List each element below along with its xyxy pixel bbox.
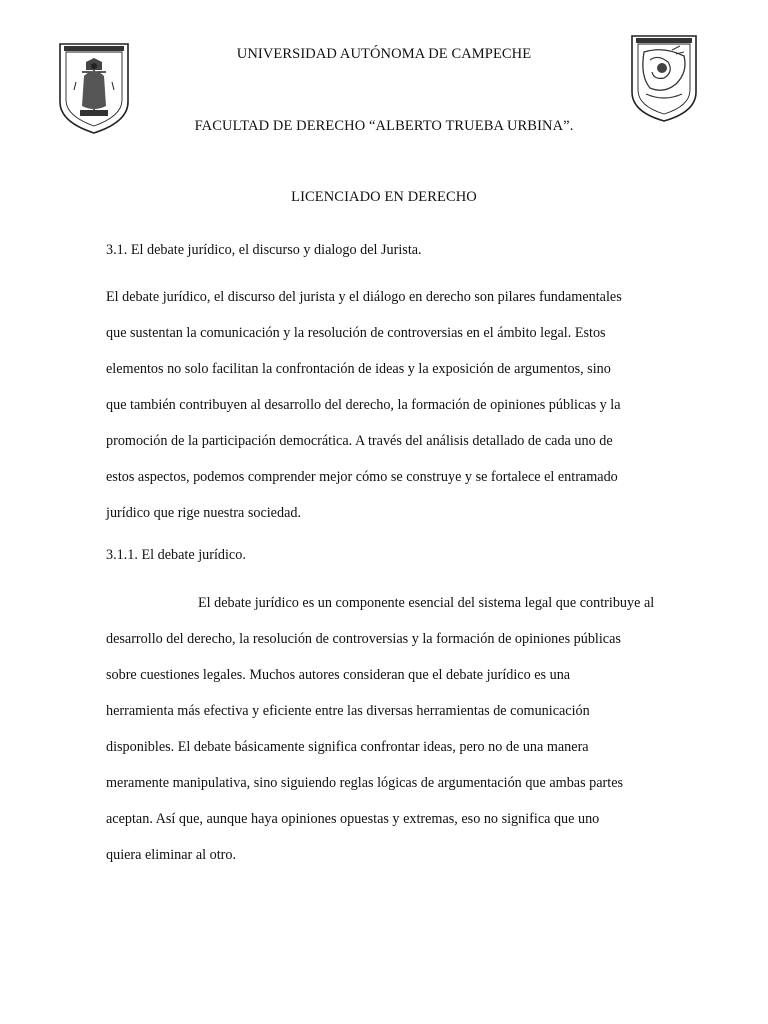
section-heading-3-1-1: 3.1.1. El debate jurídico. xyxy=(106,547,246,563)
degree-title: LICENCIADO EN DERECHO xyxy=(291,189,477,205)
paragraph-line: promoción de la participación democrática. A través del análisis detallado de cada uno de xyxy=(106,433,613,449)
university-name: UNIVERSIDAD AUTÓNOMA DE CAMPECHE xyxy=(236,46,532,62)
paragraph-debate-intro xyxy=(106,279,661,531)
paragraph-line: aceptan. Así que, aunque haya opiniones opuestas y extremas, eso no significa que uno xyxy=(106,811,600,827)
paragraph-debate-juridico xyxy=(106,585,661,873)
faculty-name: FACULTAD DE DERECHO “ALBERTO TRUEBA URBINA”. xyxy=(194,118,574,134)
paragraph-line: meramente manipulativa, sino siguiendo reglas lógicas de argumentación que ambas partes xyxy=(106,775,624,791)
paragraph-line: herramienta más efectiva y eficiente entre las diversas herramientas de comunicación xyxy=(106,703,590,719)
paragraph-line: elementos no solo facilitan la confrontación de ideas y la exposición de argumentos, sino xyxy=(106,361,611,377)
paragraph-line: que sustentan la comunicación y la resolución de controversias en el ámbito legal. Estos xyxy=(106,325,606,341)
section-heading-3-1: 3.1. El debate jurídico, el discurso y dialogo del Jurista. xyxy=(106,242,422,258)
paragraph-line: estos aspectos, podemos comprender mejor cómo se construye y se fortalece el entramado xyxy=(106,469,618,485)
paragraph-line: sobre cuestiones legales. Muchos autores consideran que el debate jurídico es una xyxy=(106,667,571,683)
paragraph-line: El debate jurídico es un componente esencial del sistema legal que contribuye al xyxy=(198,595,655,611)
paragraph-line: quiera eliminar al otro. xyxy=(106,847,237,863)
paragraph-line: que también contribuyen al desarrollo del derecho, la formación de opiniones públicas y la xyxy=(106,397,621,413)
paragraph-line: jurídico que rige nuestra sociedad. xyxy=(106,505,302,521)
paragraph-line: desarrollo del derecho, la resolución de controversias y la formación de opiniones públicas xyxy=(106,631,621,647)
paragraph-line: disponibles. El debate básicamente significa confrontar ideas, pero no de una manera xyxy=(106,739,589,755)
paragraph-line: El debate jurídico, el discurso del jurista y el diálogo en derecho son pilares fundamentales xyxy=(106,289,622,305)
